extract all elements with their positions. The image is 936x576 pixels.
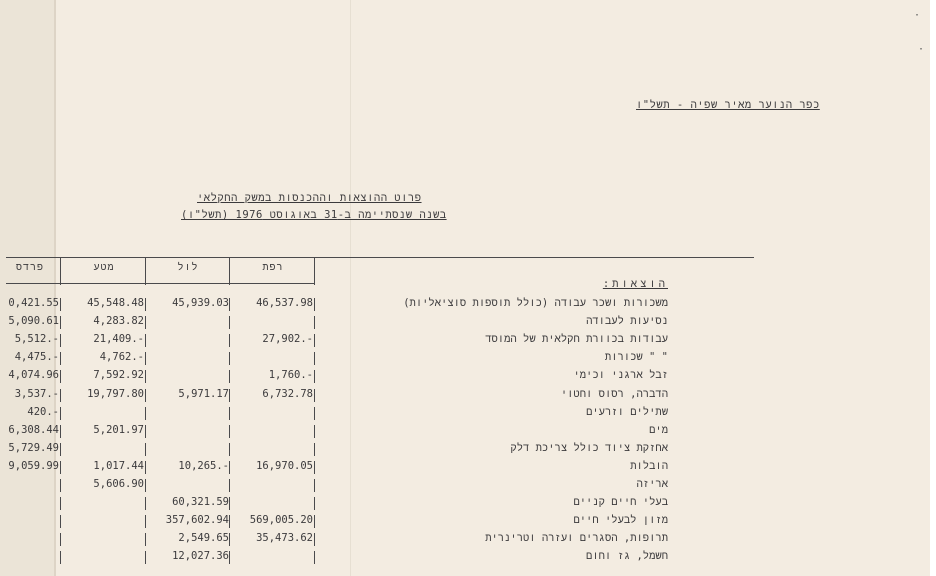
row-column-bar	[145, 316, 146, 329]
row-column-bar	[314, 515, 315, 528]
cell-lul: 5,971.17	[178, 387, 229, 400]
row-label: מים	[649, 423, 668, 436]
cell-pardes: 420.-	[27, 405, 59, 418]
cell-lul: 2,549.65	[178, 532, 229, 545]
row-label: " " שכורות	[604, 351, 668, 364]
cell-mata: 7,592.92	[93, 369, 144, 382]
cell-pardes: 5,729.49	[8, 441, 59, 454]
paper-edge	[930, 0, 936, 576]
column-header-mata: מטע	[93, 262, 115, 273]
column-header-lul: לול	[177, 262, 199, 273]
row-column-bar	[314, 497, 315, 510]
cell-mata: 45,548.48	[87, 297, 144, 309]
row-column-bar	[145, 298, 146, 311]
cell-lul: 357,602.94	[165, 514, 229, 527]
row-label: הובלות	[630, 459, 668, 472]
column-header-refet: רפת	[262, 262, 284, 273]
row-column-bar	[60, 425, 61, 438]
cell-refet: 569,005.20	[249, 514, 313, 527]
row-column-bar	[60, 334, 61, 347]
row-column-bar	[314, 407, 315, 420]
row-column-bar	[229, 352, 230, 365]
cell-mata: 21,409.-	[93, 333, 144, 346]
row-column-bar	[229, 389, 230, 402]
row-column-bar	[314, 316, 315, 329]
row-column-bar	[60, 533, 61, 546]
document-subtitle: בשנה שנסתיימה ב-31 באוגוסט 1976 (תשל"ו)	[181, 209, 447, 221]
table-top-rule	[6, 257, 754, 258]
row-column-bar	[314, 389, 315, 402]
column-header-pardes: פרדס	[15, 262, 44, 273]
row-column-bar	[60, 461, 61, 474]
cell-mata: 5,201.97	[93, 423, 144, 436]
cell-refet: 16,970.05	[256, 459, 313, 472]
row-column-bar	[314, 551, 315, 564]
row-column-bar	[60, 316, 61, 329]
cell-pardes: 5,090.61	[8, 315, 59, 328]
row-label: אחזקת ציוד כולל צריכת דלק	[510, 441, 668, 454]
row-column-bar	[229, 443, 230, 456]
cell-pardes: 3,537.-	[14, 387, 59, 400]
row-column-bar	[60, 407, 61, 420]
table-header-rule	[6, 283, 314, 284]
row-column-bar	[314, 461, 315, 474]
row-column-bar	[229, 533, 230, 546]
section-title-expenses: הוצאות:	[602, 278, 668, 290]
document-title: פרוט ההוצאות וההכנסות במשק החקלאי	[197, 192, 422, 204]
row-column-bar	[229, 370, 230, 383]
cell-pardes: 0,421.55	[8, 297, 59, 309]
cell-mata: 4,762.-	[99, 351, 144, 364]
row-column-bar	[145, 370, 146, 383]
row-column-bar	[229, 479, 230, 492]
row-column-bar	[145, 352, 146, 365]
row-column-bar	[60, 479, 61, 492]
cell-mata: 19,797.80	[87, 387, 144, 400]
row-column-bar	[145, 551, 146, 564]
cell-pardes: 9,059.99	[8, 459, 59, 472]
cell-refet: 35,473.62	[256, 532, 313, 545]
row-column-bar	[145, 533, 146, 546]
row-column-bar	[145, 334, 146, 347]
row-column-bar	[60, 551, 61, 564]
row-column-bar	[229, 497, 230, 510]
row-column-bar	[314, 443, 315, 456]
institution-header: כפר הנוער מאיר שפיה - תשל"ו	[636, 99, 820, 111]
row-column-bar	[314, 334, 315, 347]
row-column-bar	[314, 352, 315, 365]
row-label: בעלי חיים קניים	[573, 496, 668, 509]
cell-lul: 12,027.36	[172, 550, 229, 563]
row-column-bar	[229, 407, 230, 420]
row-column-bar	[145, 497, 146, 510]
row-column-bar	[314, 479, 315, 492]
row-label: נסיעות לעבודה	[586, 315, 668, 328]
row-column-bar	[229, 298, 230, 311]
row-column-bar	[229, 334, 230, 347]
row-column-bar	[60, 298, 61, 311]
row-label: תרופות, הסגרים ועזרה וטרינרית	[485, 532, 668, 545]
row-column-bar	[145, 407, 146, 420]
row-label: חשמל, גז וחום	[586, 550, 668, 563]
page-fold	[54, 0, 56, 576]
row-column-bar	[60, 370, 61, 383]
row-column-bar	[60, 515, 61, 528]
row-column-bar	[229, 425, 230, 438]
row-column-bar	[145, 443, 146, 456]
row-column-bar	[60, 497, 61, 510]
cell-lul: 10,265.-	[178, 459, 229, 472]
cell-mata: 5,606.90	[93, 478, 144, 490]
row-column-bar	[314, 533, 315, 546]
left-page-strip	[0, 0, 54, 576]
row-column-bar	[60, 389, 61, 402]
row-column-bar	[314, 298, 315, 311]
row-column-bar	[145, 425, 146, 438]
row-column-bar	[60, 443, 61, 456]
row-column-bar	[229, 316, 230, 329]
cell-refet: 27,902.-	[262, 333, 313, 346]
row-column-bar	[229, 461, 230, 474]
row-label: אריזה	[636, 478, 668, 490]
cell-mata: 4,283.82	[93, 315, 144, 328]
row-column-bar	[145, 461, 146, 474]
cell-lul: 60,321.59	[172, 496, 229, 509]
cell-refet: 46,537.98	[256, 297, 313, 309]
cell-pardes: 4,475.-	[14, 351, 59, 364]
row-label: מזון לבעלי חיים	[573, 514, 668, 527]
column-divider	[229, 257, 230, 285]
row-column-bar	[145, 515, 146, 528]
cell-refet: 6,732.78	[262, 387, 313, 400]
cell-lul: 45,939.03	[172, 297, 229, 309]
row-column-bar	[314, 370, 315, 383]
row-column-bar	[145, 479, 146, 492]
cell-mata: 1,017.44	[93, 459, 144, 472]
row-label: הדברה, רסוס וחטוי	[560, 387, 668, 400]
row-label: עבודות בכוורת חקלאית של המוסד	[485, 333, 668, 346]
column-divider	[145, 257, 146, 285]
row-column-bar	[229, 551, 230, 564]
row-column-bar	[145, 389, 146, 402]
cell-pardes: 4,074.96	[8, 369, 59, 382]
row-column-bar	[60, 352, 61, 365]
row-label: שתילים וזרעים	[586, 405, 668, 418]
column-divider	[314, 257, 315, 285]
speck: ·	[914, 10, 921, 21]
cell-pardes: 6,308.44	[8, 423, 59, 436]
column-divider	[60, 257, 61, 285]
row-label: משכורות ושכר עבודה (כולל תוספות סוציאליות)	[403, 297, 668, 309]
row-column-bar	[314, 425, 315, 438]
cell-pardes: 5,512.-	[14, 333, 59, 346]
row-label: זבל ארגני וכימי	[573, 369, 668, 382]
paper-crease	[350, 0, 351, 576]
row-column-bar	[229, 515, 230, 528]
cell-refet: 1,760.-	[268, 369, 313, 382]
speck: ·	[918, 44, 925, 55]
